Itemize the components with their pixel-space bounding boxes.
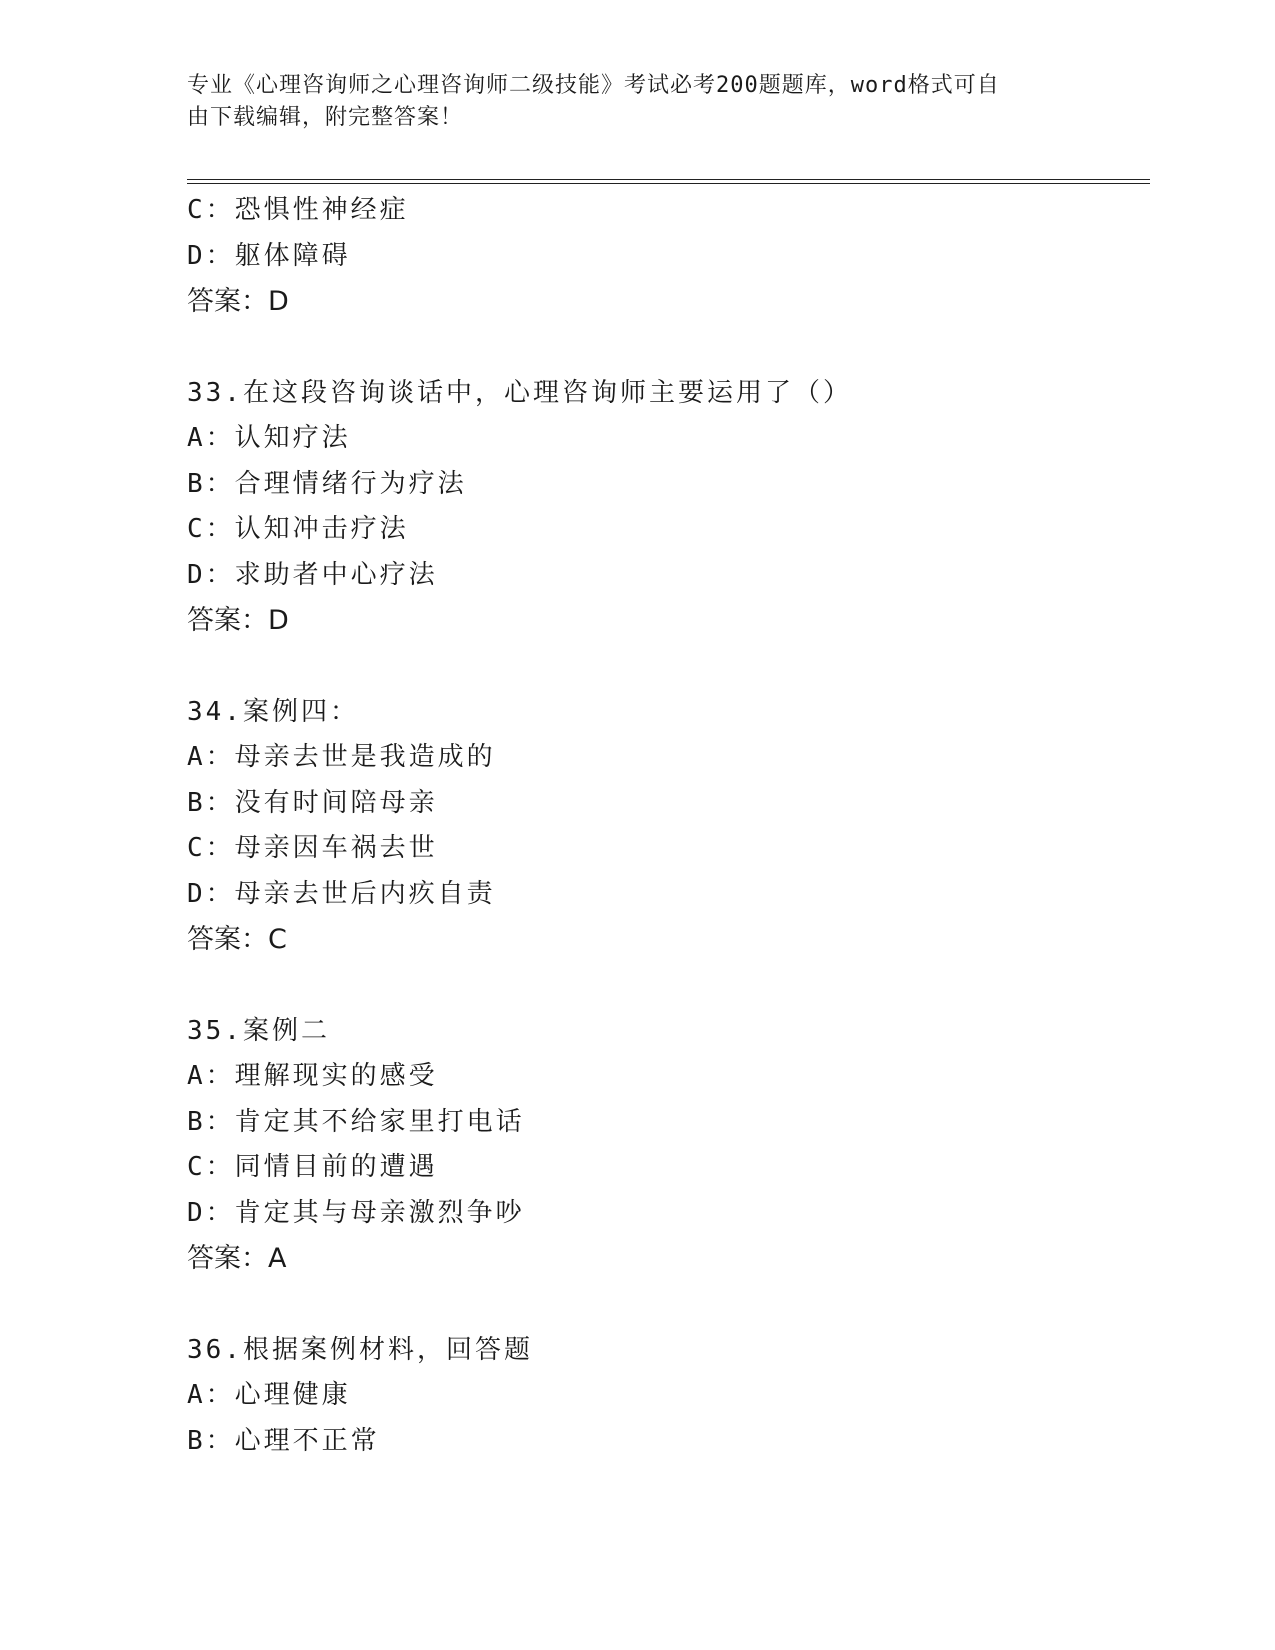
question-text: 34.案例四：	[187, 696, 359, 727]
question-block-33	[187, 371, 1147, 644]
header-divider-top	[187, 179, 1150, 180]
option-a: A：母亲去世是我造成的	[187, 742, 496, 772]
question-text: 36.根据案例材料，回答题	[187, 1334, 533, 1365]
question-text: 33.在这段咨询谈话中，心理咨询师主要运用了（）	[187, 377, 852, 408]
question-block-34	[187, 690, 1147, 963]
header-line-1: 专业《心理咨询师之心理咨询师二级技能》考试必考200题题库，word格式可自	[187, 73, 1000, 98]
question-block-35	[187, 1009, 1147, 1282]
option-d: D：肯定其与母亲激烈争吵	[187, 1197, 525, 1228]
question-block-36	[187, 1328, 1147, 1465]
document-header	[187, 70, 1067, 134]
option-a: A：心理健康	[187, 1380, 351, 1410]
option-b: B：没有时间陪母亲	[187, 787, 438, 818]
header-line-2: 由下载编辑，附完整答案！	[187, 105, 464, 130]
question-list	[187, 188, 1147, 1464]
option-c: C：同情目前的遭遇	[187, 1152, 438, 1182]
option-d: D：求助者中心疗法	[187, 559, 438, 590]
option-c: C：母亲因车祸去世	[187, 833, 438, 863]
option-c: C：认知冲击疗法	[187, 514, 409, 544]
answer-line: 答案：D	[187, 286, 289, 317]
option-b: B：心理不正常	[187, 1425, 380, 1456]
option-a: A：理解现实的感受	[187, 1061, 438, 1091]
answer-line: 答案：D	[187, 605, 289, 636]
option-d: D：躯体障碍	[187, 240, 351, 271]
header-divider-bottom	[187, 183, 1150, 184]
question-block-32	[187, 188, 1147, 325]
option-d: D：母亲去世后内疚自责	[187, 878, 496, 909]
option-b: B：肯定其不给家里打电话	[187, 1106, 525, 1137]
option-c: C：恐惧性神经症	[187, 195, 409, 225]
question-text: 35.案例二	[187, 1015, 330, 1046]
option-b: B：合理情绪行为疗法	[187, 468, 467, 499]
option-a: A：认知疗法	[187, 423, 351, 453]
answer-line: 答案：C	[187, 924, 287, 955]
answer-line: 答案：A	[187, 1243, 287, 1274]
